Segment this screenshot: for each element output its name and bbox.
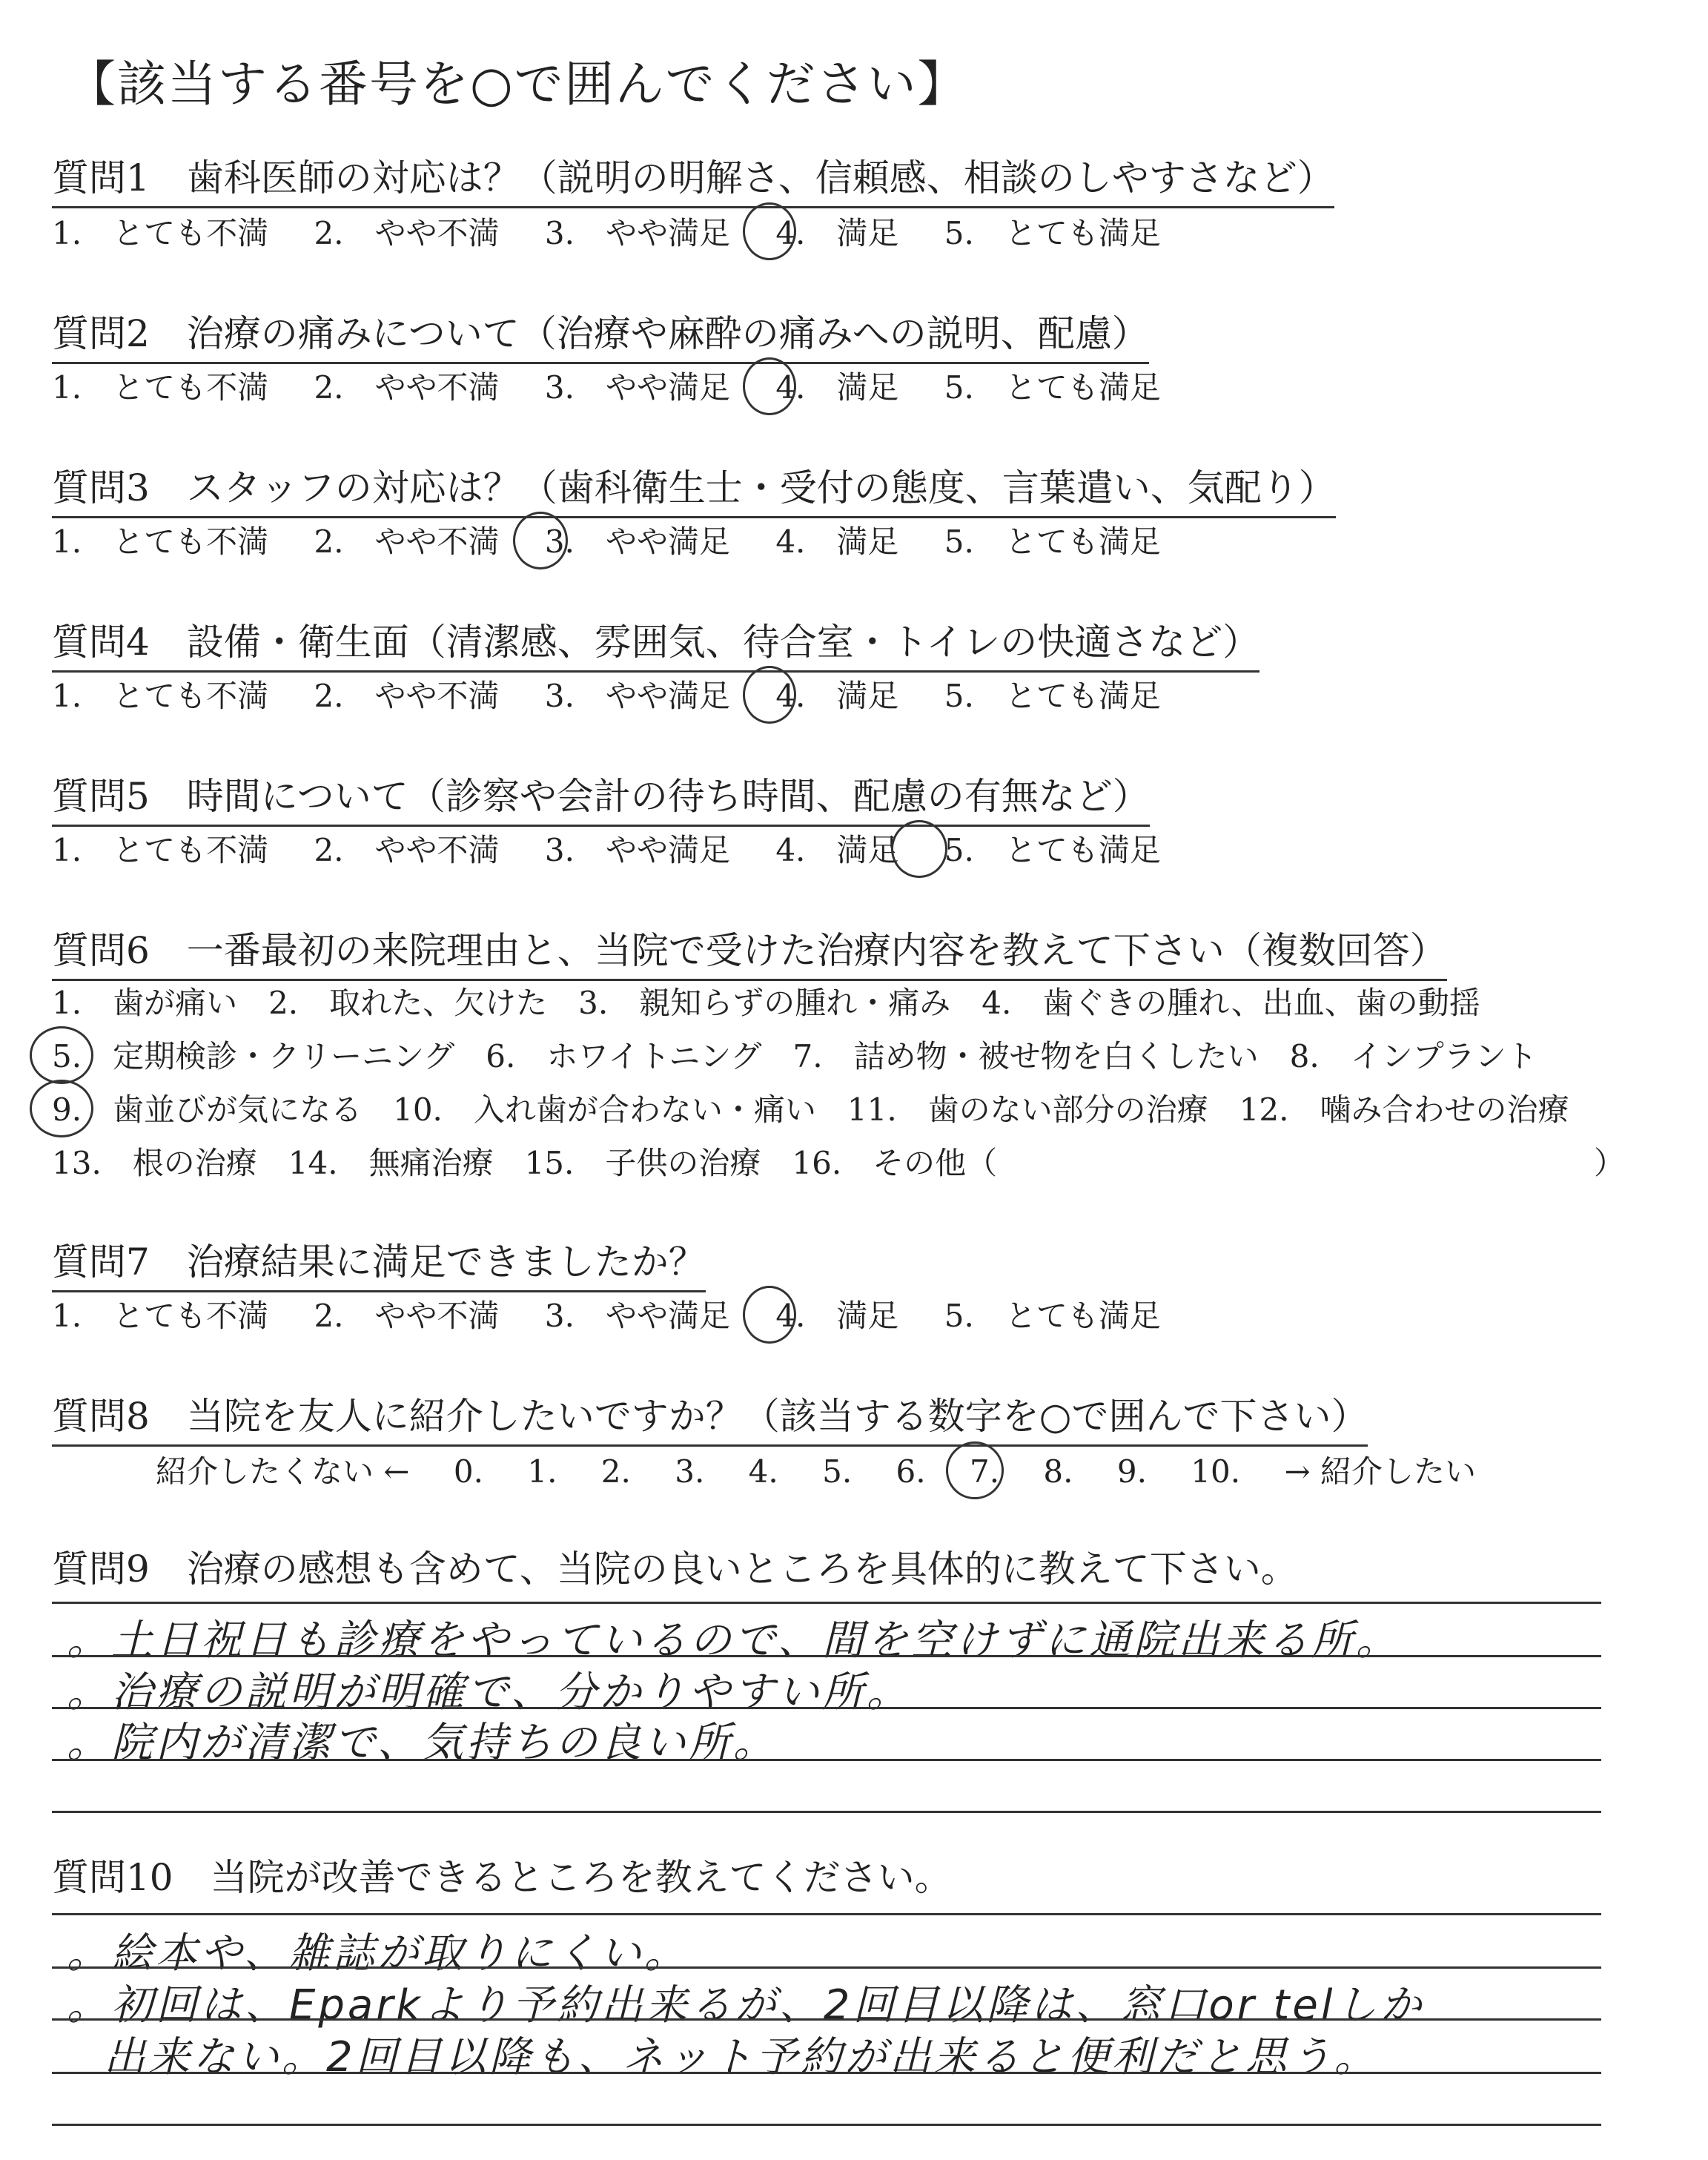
q8-scale-7[interactable]: 7. <box>969 1453 1000 1490</box>
question-6-title: 質問6 一番最初の来院理由と、当院で受けた治療内容を教えて下さい（複数回答） <box>52 921 1447 981</box>
q2-option-5[interactable]: 5. とても満足 <box>944 369 1161 406</box>
q6-option-9-number[interactable]: 9. <box>52 1091 82 1128</box>
q4-option-3[interactable]: 3. やや満足 <box>544 678 730 714</box>
q3-option-5[interactable]: 5. とても満足 <box>944 524 1161 560</box>
question-5-options <box>52 826 1196 871</box>
question-3-options <box>52 518 1196 562</box>
q4-option-1[interactable]: 1. とても不満 <box>52 678 269 714</box>
q5-option-2[interactable]: 2. やや不満 <box>314 832 500 868</box>
question-10-title: 質問10 当院が改善できるところを教えてください。 <box>52 1856 952 1899</box>
question-7-options <box>52 1292 1196 1336</box>
question-4-options <box>52 672 1196 716</box>
answer-line <box>52 1811 1601 1813</box>
question-3-title: 質問3 スタッフの対応は？（歯科衛生士・受付の態度、言葉遣い、気配り） <box>52 458 1336 518</box>
question-2-title: 質問2 治療の痛みについて（治療や麻酔の痛みへの説明、配慮） <box>52 304 1149 364</box>
q6-row-3-text: 歯並びが気になる 10. 入れ歯が合わない・痛い 11. 歯のない部分の治療 12. 噛み合わせの治療 <box>113 1091 1569 1128</box>
q8-scale-10[interactable]: 10. <box>1191 1453 1241 1490</box>
q2-option-4[interactable]: 4. 満足 <box>775 369 899 406</box>
q9-answer-2[interactable]: 。治療の説明が明確で、分かりやすい所。 <box>67 1668 911 1717</box>
q2-option-1[interactable]: 1. とても不満 <box>52 369 269 406</box>
q1-option-2[interactable]: 2. やや不満 <box>314 215 500 251</box>
q4-option-2[interactable]: 2. やや不満 <box>314 678 500 714</box>
q10-answer-1[interactable]: 。絵本や、雑誌が取りにくい。 <box>67 1929 689 1978</box>
question-2-options <box>52 363 1196 408</box>
q8-right-label: → 紹介したい <box>1284 1453 1476 1490</box>
q6-option-5-number[interactable]: 5. <box>52 1038 82 1074</box>
q6-row-2[interactable] <box>52 1032 1537 1077</box>
answer-line <box>52 1913 1601 1915</box>
q9-answer-1[interactable]: 。土日祝日も診療をやっているので、間を空けずに通院出来る所。 <box>67 1616 1400 1665</box>
q1-option-4[interactable]: 4. 満足 <box>775 215 899 251</box>
q7-option-5[interactable]: 5. とても満足 <box>944 1298 1161 1334</box>
question-5-title: 質問5 時間について（診察や会計の待ち時間、配慮の有無など） <box>52 767 1150 827</box>
q10-answer-2[interactable]: 。初回は、Eparkより予約出来るが、2回目以降は、窓口or telしか <box>67 1981 1425 2029</box>
q3-option-2[interactable]: 2. やや不満 <box>314 524 500 560</box>
q2-option-3[interactable]: 3. やや満足 <box>544 369 730 406</box>
q3-option-4[interactable]: 4. 満足 <box>775 524 899 560</box>
q6-row-3[interactable] <box>52 1086 1569 1130</box>
q8-scale-6[interactable]: 6. <box>896 1453 926 1490</box>
q4-option-4[interactable]: 4. 満足 <box>775 678 899 714</box>
q4-option-5[interactable]: 5. とても満足 <box>944 678 1161 714</box>
answer-line <box>52 1655 1601 1657</box>
answer-line <box>52 2124 1601 2126</box>
q9-answer-3[interactable]: 。院内が清潔で、気持ちの良い所。 <box>67 1719 778 1767</box>
q1-option-3[interactable]: 3. やや満足 <box>544 215 730 251</box>
q8-scale-9[interactable]: 9. <box>1116 1453 1147 1490</box>
q8-scale-0[interactable]: 0. <box>453 1453 483 1490</box>
q1-option-1[interactable]: 1. とても不満 <box>52 215 269 251</box>
q6-other-close-paren: ） <box>1594 1145 1626 1181</box>
page-title: 【該当する番号を○で囲んでください】 <box>67 56 968 113</box>
q5-option-4[interactable]: 4. 満足 <box>775 832 899 868</box>
q8-scale-3[interactable]: 3. <box>675 1453 705 1490</box>
q8-scale-8[interactable]: 8. <box>1043 1453 1073 1490</box>
answer-line <box>52 1602 1601 1604</box>
question-9-title: 質問9 治療の感想も含めて、当院の良いところを具体的に教えて下さい。 <box>52 1548 1298 1591</box>
answer-line <box>52 1966 1601 1969</box>
q6-row-4-text: 13. 根の治療 14. 無痛治療 15. 子供の治療 16. その他（ <box>52 1145 998 1181</box>
q5-option-1[interactable]: 1. とても不満 <box>52 832 269 868</box>
q10-answer-3[interactable]: 出来ない。2回目以降も、ネット予約が出来ると便利だと思う。 <box>104 2033 1379 2081</box>
q8-left-label: 紹介したくない ← <box>156 1453 410 1490</box>
q7-option-4[interactable]: 4. 満足 <box>775 1298 899 1334</box>
q7-option-2[interactable]: 2. やや不満 <box>314 1298 500 1334</box>
answer-line <box>52 1759 1601 1761</box>
q7-option-3[interactable]: 3. やや満足 <box>544 1298 730 1334</box>
question-1-title: 質問1 歯科医師の対応は？（説明の明解さ、信頼感、相談のしやすさなど） <box>52 148 1334 208</box>
question-1-options <box>52 209 1196 254</box>
question-8-title: 質問8 当院を友人に紹介したいですか？（該当する数字を○で囲んで下さい） <box>52 1387 1368 1447</box>
q5-option-5[interactable]: 5. とても満足 <box>944 832 1161 868</box>
q6-row-4[interactable] <box>52 1139 997 1183</box>
q8-scale-1[interactable]: 1. <box>527 1453 557 1490</box>
q6-row-2-text: 定期検診・クリーニング 6. ホワイトニング 7. 詰め物・被せ物を白くしたい 8. インプラント <box>113 1038 1537 1074</box>
q3-option-3[interactable]: 3. やや満足 <box>544 524 730 560</box>
q6-row-1[interactable]: 1. 歯が痛い 2. 取れた、欠けた 3. 親知らずの腫れ・痛み 4. 歯ぐきの腫れ、出血、歯の動揺 <box>52 985 1480 1021</box>
q1-option-5[interactable]: 5. とても満足 <box>944 215 1161 251</box>
q8-scale-2[interactable]: 2. <box>600 1453 631 1490</box>
q8-scale-4[interactable]: 4. <box>748 1453 778 1490</box>
q5-option-3[interactable]: 3. やや満足 <box>544 832 730 868</box>
q2-option-2[interactable]: 2. やや不満 <box>314 369 500 406</box>
q8-scale-5[interactable]: 5. <box>822 1453 853 1490</box>
q3-option-1[interactable]: 1. とても不満 <box>52 524 269 560</box>
question-4-title: 質問4 設備・衛生面（清潔感、雰囲気、待合室・トイレの快適さなど） <box>52 612 1260 673</box>
q8-scale <box>156 1447 1510 1492</box>
q7-option-1[interactable]: 1. とても不満 <box>52 1298 269 1334</box>
answer-line <box>52 2018 1601 2021</box>
answer-line <box>52 1707 1601 1709</box>
answer-line <box>52 2072 1601 2074</box>
question-7-title: 質問7 治療結果に満足できましたか？ <box>52 1232 706 1292</box>
